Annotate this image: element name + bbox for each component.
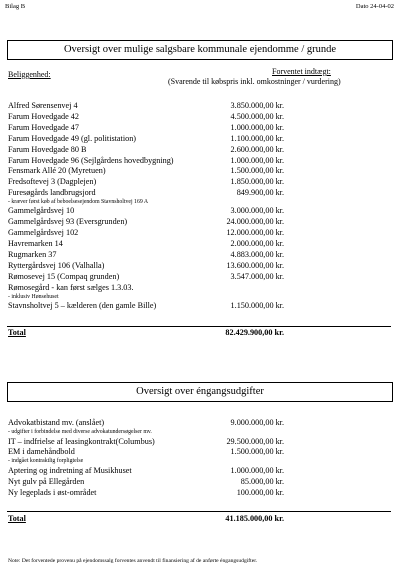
row-amount: 1.500.000,00 kr.	[230, 447, 284, 457]
table-row	[8, 156, 392, 166]
row-amount: 1.000.000,00 kr.	[230, 122, 284, 132]
row-label: Farum Hovedgade 47	[8, 122, 79, 132]
section2-title: Oversigt over éngangsudgifter	[136, 386, 264, 397]
row-label: - indgået kontraktlig forpligtelse	[8, 458, 84, 465]
row-label: Fensmark Allé 20 (Myretuen)	[8, 166, 106, 176]
table-row	[8, 123, 392, 133]
row-note	[8, 199, 392, 206]
table-row	[8, 447, 392, 457]
table-row	[8, 101, 392, 111]
row-label: Ryttergårdsvej 106 (Valhalla)	[8, 260, 105, 270]
row-label: Furesøgårds landbrugsjord	[8, 188, 96, 198]
table-row	[8, 112, 392, 122]
doc-date: Dato 24-04-02	[355, 3, 394, 10]
section1-total-label: Total	[8, 328, 26, 337]
section2-divider	[7, 511, 391, 512]
row-label: - kræver først køb af beboelsesejendom Stavnsholtvej 169 A	[8, 199, 149, 206]
section2-total-row	[8, 514, 392, 524]
footnote: Note: Det forventede provenu på ejendomssalg forventes anvendt til finansiering af de anførte éngangsudgifter.	[8, 558, 258, 564]
row-label: Farum Hovedgade 42	[8, 111, 79, 121]
table-row	[8, 206, 392, 216]
table-row	[8, 239, 392, 249]
row-note	[8, 294, 392, 301]
table-row	[8, 437, 392, 447]
row-amount: 24.000.000,00 kr.	[226, 217, 284, 227]
row-amount: 1.500.000,00 kr.	[230, 166, 284, 176]
row-amount: 9.000.000,00 kr.	[230, 418, 284, 427]
row-label: Stavnsholtvej 5 – kælderen (den gamle Bille)	[8, 300, 157, 310]
row-amount: 1.000.000,00 kr.	[230, 155, 284, 165]
row-amount: 1.100.000,00 kr.	[230, 133, 284, 143]
row-label: Gammelgårdsvej 93 (Eversgrunden)	[8, 217, 128, 227]
row-amount: 4.500.000,00 kr.	[230, 111, 284, 121]
row-label: Advokatbistand mv. (anslået)	[8, 418, 105, 427]
row-amount: 85.000,00 kr.	[240, 476, 284, 486]
table-row	[8, 177, 392, 187]
section2-total-amount: 41.185.000,00 kr.	[225, 514, 284, 523]
row-amount: 12.000.000,00 kr.	[226, 228, 284, 238]
table-row	[8, 488, 392, 498]
col-price-header: Forventet indtægt:	[272, 67, 331, 76]
row-amount: 4.883.000,00 kr.	[230, 249, 284, 259]
row-amount: 3.547.000,00 kr.	[230, 271, 284, 281]
row-label: Rugmarken 37	[8, 249, 57, 259]
row-amount: 2.600.000,00 kr.	[230, 144, 284, 154]
row-note	[8, 429, 392, 436]
row-label: Nyt gulv på Ellegården	[8, 476, 85, 486]
table-row	[8, 217, 392, 227]
row-label: Farum Hovedgade 96 (Sejlgårdens hovedbygning)	[8, 155, 174, 165]
row-label: - inklusiv Hønsehuset	[8, 293, 59, 300]
row-label: Rømosevej 15 (Compaq grunden)	[8, 271, 120, 281]
table-row	[8, 188, 392, 198]
row-label: EM i damehåndbold	[8, 447, 75, 457]
row-amount: 3.850.000,00 kr.	[230, 101, 284, 110]
section2-title-box	[7, 382, 393, 402]
row-amount: 2.000.000,00 kr.	[230, 239, 284, 248]
col-location-header: Beliggenhed:	[8, 70, 51, 79]
table-row	[8, 228, 392, 238]
row-amount: 13.600.000,00 kr.	[226, 260, 284, 270]
row-amount: 849.900,00 kr.	[236, 188, 284, 198]
row-amount: 1.850.000,00 kr.	[230, 177, 284, 187]
row-label: Rømosegård - kan først sælges 1.3.03.	[8, 282, 134, 292]
table-row	[8, 418, 392, 428]
table-row	[8, 283, 392, 293]
section1-title: Oversigt over mulige salgsbare kommunale ejendomme / grunde	[63, 44, 337, 55]
section1-total-amount: 82.429.900,00 kr.	[225, 328, 284, 337]
row-label: Havremarken 14	[8, 239, 63, 248]
row-note	[8, 458, 392, 465]
col-price-note: (Svarende til købspris inkl. omkostninger / vurdering)	[168, 77, 341, 86]
row-amount: 29.500.000,00 kr.	[226, 436, 284, 446]
table-row	[8, 250, 392, 260]
doc-label: Bilag B	[5, 3, 26, 10]
table-row	[8, 477, 392, 487]
section1-title-box	[7, 40, 393, 60]
row-label: Gammelgårdsvej 10	[8, 206, 75, 216]
row-amount: 1.150.000,00 kr.	[230, 300, 284, 310]
table-row	[8, 145, 392, 155]
row-amount: 1.000.000,00 kr.	[230, 465, 284, 475]
row-label: IT – indfrielse af leasingkontrakt(Columbus)	[8, 436, 155, 446]
row-label: - udgifter i forbindelse med diverse advokatundersøgelser mv.	[8, 428, 152, 435]
row-label: Farum Hovedgade 49 (gl. politistation)	[8, 133, 137, 143]
table-row	[8, 301, 392, 311]
row-label: Farum Hovedgade 80 B	[8, 144, 87, 154]
table-row	[8, 466, 392, 476]
row-amount: 3.000.000,00 kr.	[230, 206, 284, 216]
row-label: Alfred Sørensenvej 4	[8, 101, 78, 110]
section1-total-row	[8, 328, 392, 338]
table-row	[8, 134, 392, 144]
row-amount: 100.000,00 kr.	[236, 487, 284, 497]
row-label: Fredsoftevej 3 (Dagplejen)	[8, 177, 97, 187]
table-row	[8, 166, 392, 176]
row-label: Aptering og indretning af Musikhuset	[8, 465, 132, 475]
section2-total-label: Total	[8, 514, 26, 523]
table-row	[8, 272, 392, 282]
row-label: Gammelgårdsvej 102	[8, 228, 79, 238]
table-row	[8, 261, 392, 271]
row-label: Ny legeplads i øst-området	[8, 487, 97, 497]
section1-divider	[7, 326, 391, 327]
